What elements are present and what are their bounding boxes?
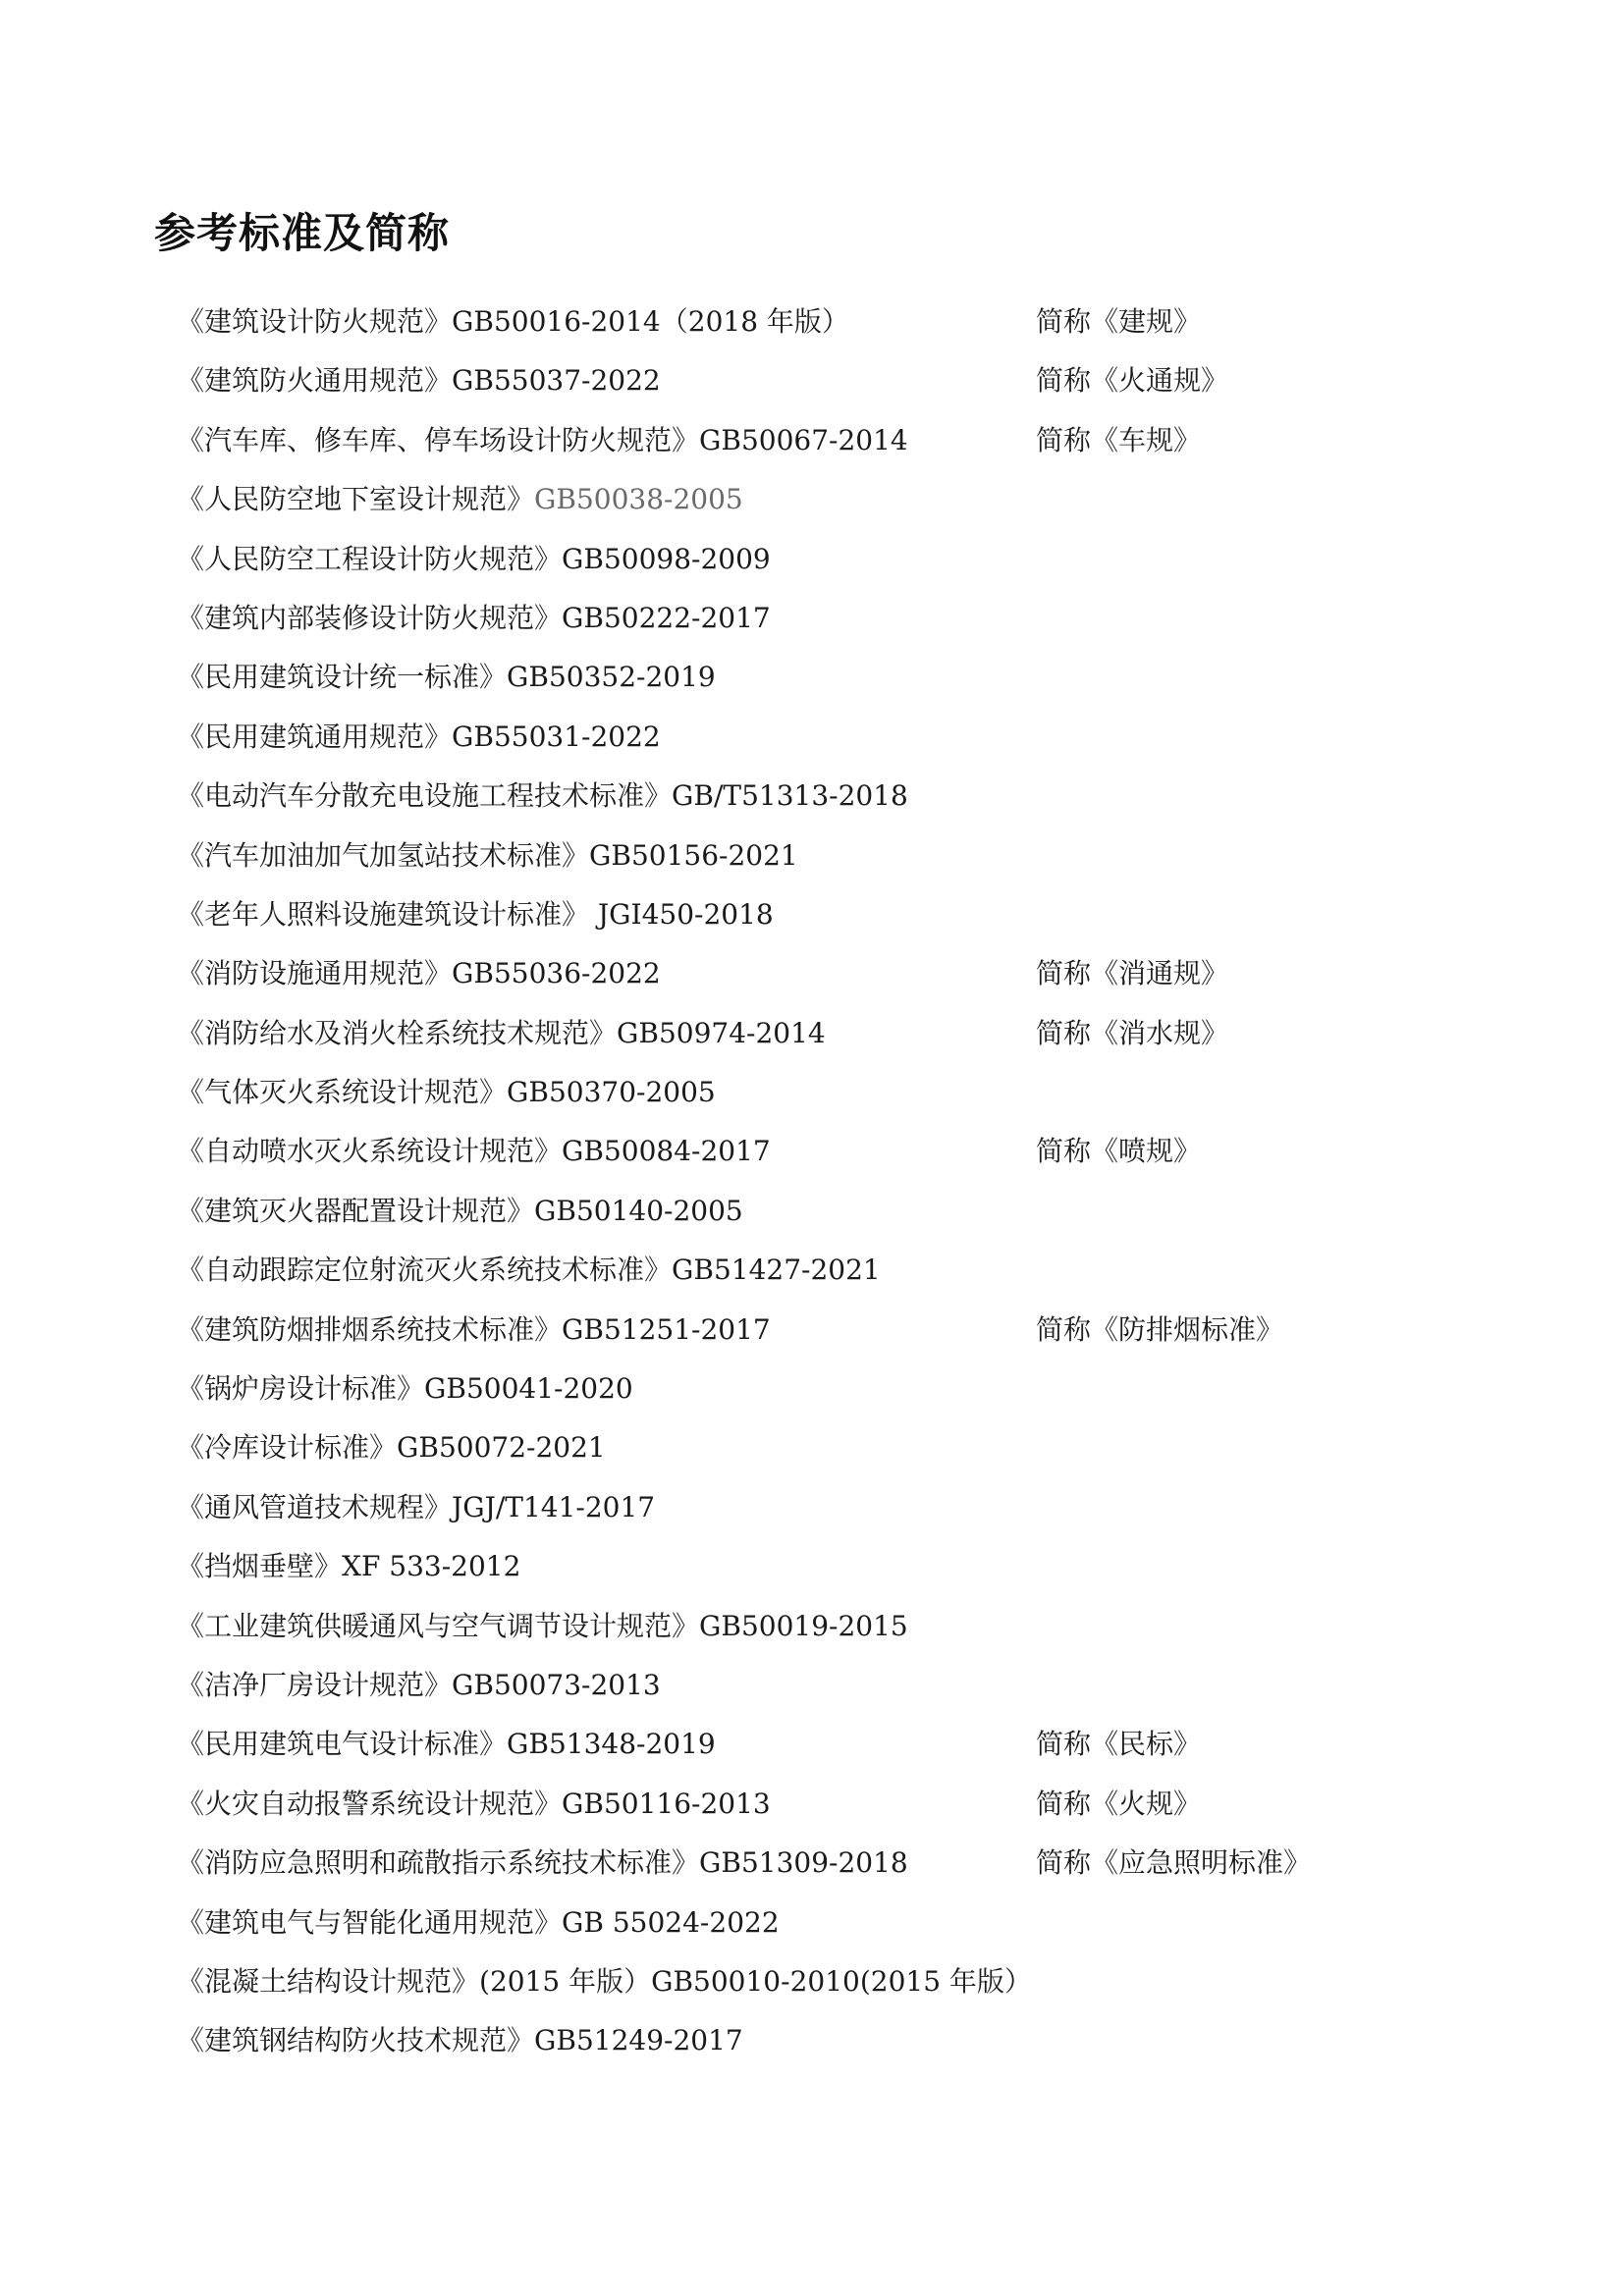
standards-list: [177, 293, 1453, 2071]
standard-code: GB50222-2017: [562, 601, 771, 634]
standard-entry: [177, 1182, 743, 1241]
standard-entry: [177, 1537, 520, 1596]
standard-code: GB51348-2019: [507, 1728, 716, 1761]
standard-row: [177, 1834, 1453, 1893]
standard-code: GB51309-2018: [699, 1846, 908, 1880]
standard-row: [177, 1063, 1453, 1122]
standard-title: 《挡烟垂壁》: [177, 1550, 343, 1583]
standard-abbreviation: 简称《消通规》: [1036, 957, 1229, 990]
standard-code: GB50370-2005: [507, 1076, 716, 1109]
standard-row: [177, 944, 1453, 1003]
standard-code: GB50140-2005: [534, 1194, 743, 1227]
standard-abbreviation: 简称《火规》: [1036, 1787, 1202, 1820]
standard-row: [177, 708, 1453, 767]
standard-code: GB51249-2017: [534, 2024, 743, 2057]
standard-entry: [177, 827, 798, 885]
standard-entry: [177, 470, 743, 529]
standard-row: [177, 293, 1453, 351]
standard-code: GB50084-2017: [562, 1135, 771, 1168]
standard-entry: [177, 1122, 771, 1181]
standard-row: [177, 1656, 1453, 1715]
standard-title: 《自动喷水灭火系统设计规范》: [177, 1135, 563, 1168]
standard-row: [177, 1360, 1453, 1418]
standard-title: 《工业建筑供暖通风与空气调节设计规范》: [177, 1609, 700, 1642]
standard-row: [177, 1775, 1453, 1834]
standard-abbreviation: 简称《应急照明标准》: [1036, 1846, 1312, 1880]
standard-row: [177, 648, 1453, 707]
standard-row: [177, 2011, 1453, 2070]
standard-entry: [177, 2011, 743, 2070]
standard-row: [177, 767, 1453, 826]
standard-title: 《汽车加油加气加氢站技术标准》: [177, 838, 590, 872]
standard-title: 《汽车库、修车库、停车场设计防火规范》: [177, 423, 700, 456]
standard-code: GB50038-2005: [534, 483, 743, 516]
standard-title: 《建筑内部装修设计防火规范》: [177, 601, 563, 634]
standard-entry: [177, 1715, 716, 1774]
standard-abbreviation: 简称《建规》: [1036, 305, 1202, 338]
standard-entry: [177, 1241, 881, 1300]
standard-title: 《自动跟踪定位射流灭火系统技术标准》: [177, 1254, 673, 1287]
standard-entry: [177, 885, 774, 944]
standard-row: [177, 1894, 1453, 1952]
standard-row: [177, 1715, 1453, 1774]
standard-abbreviation: 简称《消水规》: [1036, 1016, 1229, 1049]
standard-row: [177, 530, 1453, 589]
standard-entry: [177, 351, 661, 410]
standard-title: 《老年人照料设施建筑设计标准》: [177, 897, 590, 931]
standard-code: GB51251-2017: [562, 1312, 771, 1346]
standard-row: [177, 1241, 1453, 1300]
standard-abbreviation: 简称《火通规》: [1036, 364, 1229, 398]
standard-title: 《混凝土结构设计规范》: [177, 1964, 480, 1998]
standard-code: GB55037-2022: [452, 364, 661, 398]
standard-entry: [177, 293, 849, 351]
standard-code: GB50041-2020: [424, 1372, 633, 1406]
standard-row: [177, 1597, 1453, 1656]
standard-code: GB55036-2022: [452, 957, 661, 990]
standard-abbreviation: 简称《喷规》: [1036, 1135, 1202, 1168]
standard-entry: [177, 1834, 908, 1893]
standard-code: GB51427-2021: [672, 1254, 881, 1287]
standard-title: 《民用建筑设计统一标准》: [177, 661, 508, 694]
standard-code: GB 55024-2022: [562, 1905, 780, 1939]
standard-title: 《洁净厂房设计规范》: [177, 1668, 453, 1701]
standard-abbreviation: 简称《民标》: [1036, 1728, 1202, 1761]
standard-code: GB50974-2014: [617, 1016, 826, 1049]
standard-entry: [177, 1952, 1032, 2011]
standard-entry: [177, 1301, 771, 1360]
standard-row: [177, 411, 1453, 470]
standard-entry: [177, 1894, 780, 1952]
standard-title: 《锅炉房设计标准》: [177, 1372, 425, 1406]
standard-entry: [177, 1656, 661, 1715]
standard-title: 《建筑设计防火规范》: [177, 305, 453, 338]
page-title: 参考标准及简称: [154, 209, 451, 257]
standard-row: [177, 1478, 1453, 1537]
standard-code: JGI450-2018: [589, 897, 774, 931]
standard-code: GB/T51313-2018: [672, 779, 908, 813]
standard-code: GB50156-2021: [589, 838, 798, 872]
standard-entry: [177, 530, 771, 589]
standard-entry: [177, 1418, 606, 1477]
standard-row: [177, 885, 1453, 944]
standard-title: 《火灾自动报警系统设计规范》: [177, 1787, 563, 1820]
standard-row: [177, 827, 1453, 885]
standard-abbreviation: 简称《防排烟标准》: [1036, 1312, 1284, 1346]
standard-title: 《电动汽车分散充电设施工程技术标准》: [177, 779, 673, 813]
standard-code: GB50016-2014（2018 年版）: [452, 305, 849, 338]
standard-code: GB50352-2019: [507, 661, 716, 694]
standard-row: [177, 1301, 1453, 1360]
standard-row: [177, 1537, 1453, 1596]
standard-row: [177, 1004, 1453, 1063]
standard-title: 《消防应急照明和疏散指示系统技术标准》: [177, 1846, 700, 1880]
standard-title: 《建筑防烟排烟系统技术标准》: [177, 1312, 563, 1346]
standard-title: 《人民防空地下室设计规范》: [177, 483, 535, 516]
standard-code: JGJ/T141-2017: [452, 1490, 656, 1523]
standard-entry: [177, 767, 908, 826]
standard-entry: [177, 411, 908, 470]
standard-title: 《人民防空工程设计防火规范》: [177, 542, 563, 575]
standard-entry: [177, 1063, 716, 1122]
standard-code: XF 533-2012: [342, 1550, 521, 1583]
standard-row: [177, 470, 1453, 529]
standard-entry: [177, 708, 661, 767]
standard-entry: [177, 1360, 633, 1418]
standard-entry: [177, 1775, 771, 1834]
standard-row: [177, 1952, 1453, 2011]
standard-title: 《建筑钢结构防火技术规范》: [177, 2024, 535, 2057]
standard-row: [177, 1418, 1453, 1477]
standard-entry: [177, 648, 716, 707]
standard-code: GB50067-2014: [699, 423, 908, 456]
standard-title: 《气体灭火系统设计规范》: [177, 1076, 508, 1109]
standard-code: GB55031-2022: [452, 720, 661, 753]
standard-title: 《民用建筑通用规范》: [177, 720, 453, 753]
standard-entry: [177, 589, 771, 648]
standard-code: GB50116-2013: [562, 1787, 771, 1820]
standard-title: 《冷库设计标准》: [177, 1431, 398, 1465]
standard-row: [177, 351, 1453, 410]
standard-title: 《建筑电气与智能化通用规范》: [177, 1905, 563, 1939]
standard-title: 《消防给水及消火栓系统技术规范》: [177, 1016, 618, 1049]
standard-code: GB50019-2015: [699, 1609, 908, 1642]
standard-row: [177, 1122, 1453, 1181]
standard-entry: [177, 1597, 908, 1656]
standard-row: [177, 1182, 1453, 1241]
standard-entry: [177, 1004, 826, 1063]
standard-entry: [177, 944, 661, 1003]
standard-title: 《建筑灭火器配置设计规范》: [177, 1194, 535, 1227]
standard-title: 《民用建筑电气设计标准》: [177, 1728, 508, 1761]
standard-code: GB50072-2021: [397, 1431, 606, 1465]
standard-title: 《消防设施通用规范》: [177, 957, 453, 990]
standard-abbreviation: 简称《车规》: [1036, 423, 1202, 456]
standard-code: GB50073-2013: [452, 1668, 661, 1701]
standard-code: (2015 年版）GB50010-2010(2015 年版）: [479, 1964, 1032, 1998]
standard-title: 《建筑防火通用规范》: [177, 364, 453, 398]
standard-title: 《通风管道技术规程》: [177, 1490, 453, 1523]
standard-code: GB50098-2009: [562, 542, 771, 575]
standard-entry: [177, 1478, 655, 1537]
standard-row: [177, 589, 1453, 648]
